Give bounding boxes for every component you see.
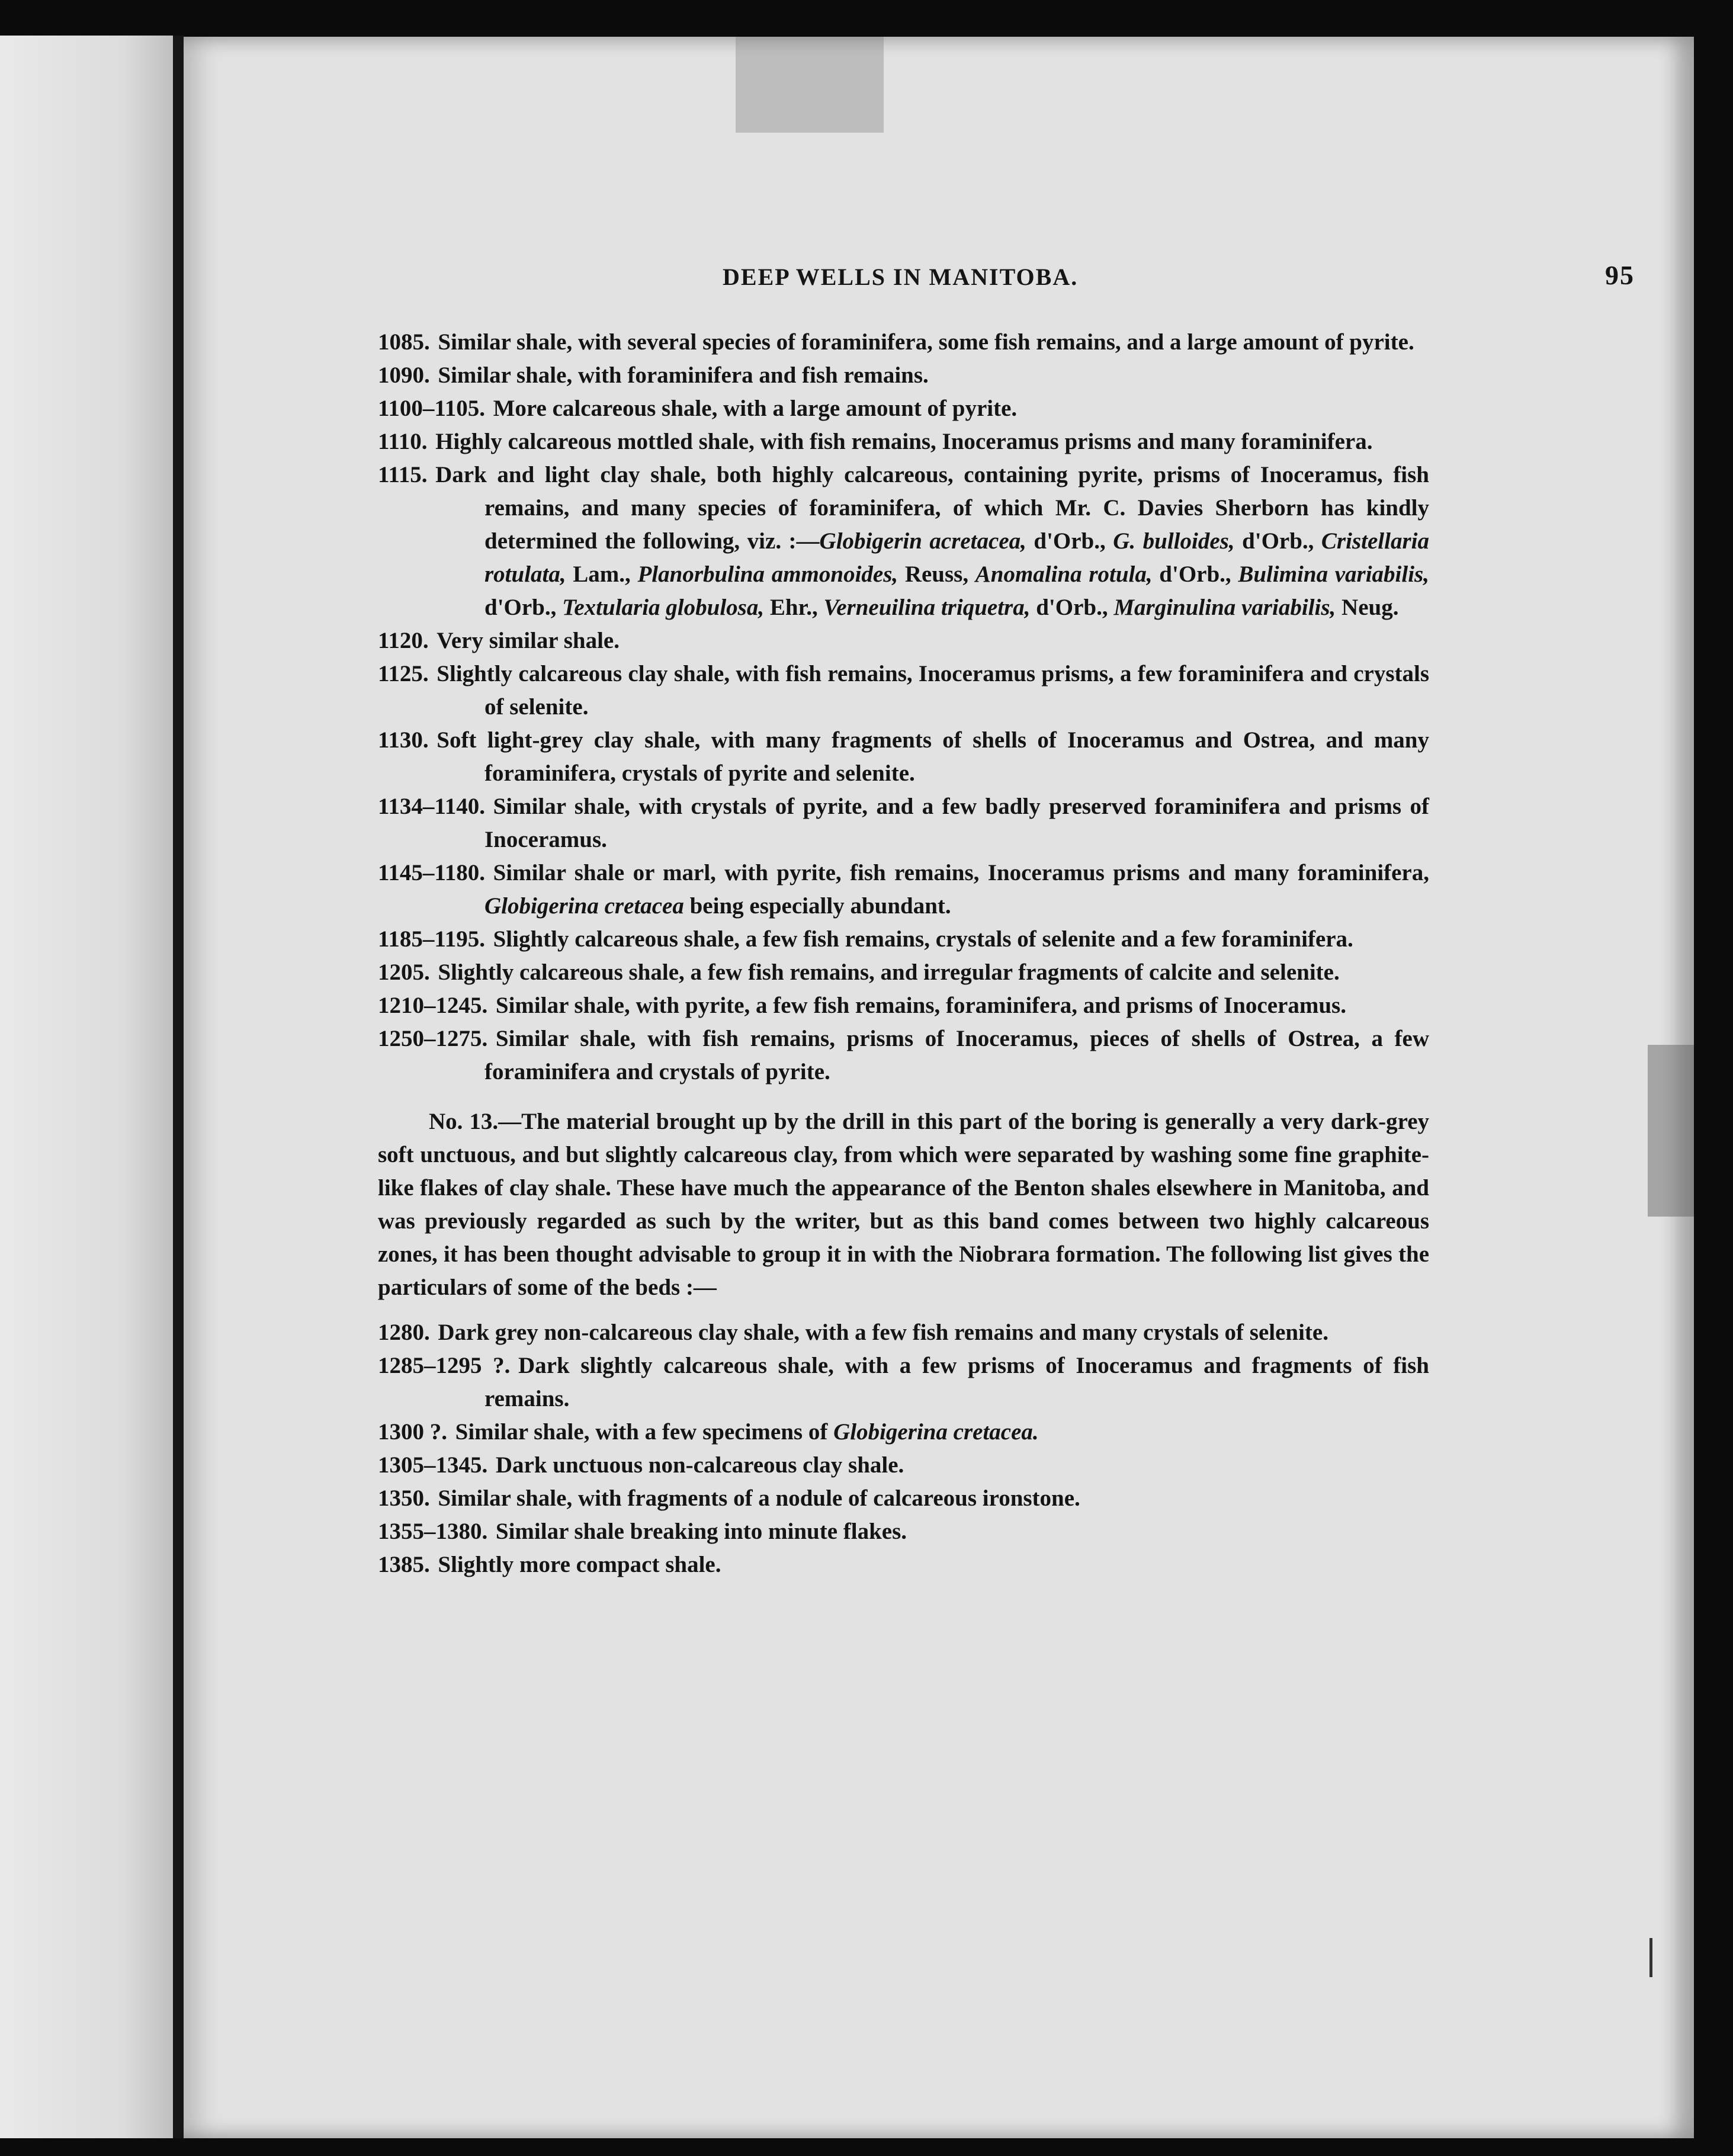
description-text: Ehr., bbox=[764, 595, 824, 620]
bed-list-lower bbox=[378, 1316, 1429, 1581]
bed-entry bbox=[378, 1515, 1429, 1548]
description-text: Slightly calcareous clay shale, with fish remains, Inoceramus prisms, a few foraminifera and crystals of selenite. bbox=[437, 661, 1429, 720]
bed-entry bbox=[378, 1349, 1429, 1416]
species-name: Globigerin acretacea, bbox=[819, 528, 1026, 554]
species-name: G. bulloides, bbox=[1113, 528, 1235, 554]
species-name: Marginulina variabilis, bbox=[1113, 595, 1336, 620]
species-name: Cristellaria rotulata, bbox=[484, 528, 1429, 587]
description-text: being especially abundant. bbox=[683, 893, 951, 919]
depth-label: 1100–1105. bbox=[378, 396, 485, 421]
bed-entry bbox=[378, 624, 1429, 657]
bed-entry bbox=[378, 425, 1429, 458]
species-name: Globigerina cretacea. bbox=[833, 1419, 1039, 1445]
description-text: Slightly calcareous shale, a few fish remains, crystals of selenite and a few foraminifera. bbox=[493, 926, 1353, 952]
bed-entry bbox=[378, 1022, 1429, 1089]
description-text: Similar shale breaking into minute flakes. bbox=[495, 1519, 907, 1544]
bed-entry bbox=[378, 856, 1429, 923]
depth-label: 1250–1275. bbox=[378, 1026, 488, 1051]
description-text: Similar shale, with several species of foraminifera, some fish remains, and a large amount of pyrite. bbox=[438, 329, 1414, 355]
description-text: Slightly more compact shale. bbox=[438, 1552, 721, 1577]
bed-entry bbox=[378, 458, 1429, 624]
page-edge-mark bbox=[1648, 1045, 1694, 1217]
bed-list-upper bbox=[378, 326, 1429, 1089]
description-text: Neug. bbox=[1336, 595, 1399, 620]
bed-entry bbox=[378, 790, 1429, 856]
description-text: Highly calcareous mottled shale, with fish remains, Inoceramus prisms and many foraminifera. bbox=[435, 429, 1373, 454]
description-text: d'Orb., bbox=[1234, 528, 1321, 554]
description-text: Soft light-grey clay shale, with many fragments of shells of Inoceramus and Ostrea, and many foraminifera, crystals of pyrite and selenite. bbox=[437, 727, 1429, 786]
depth-label: 1125. bbox=[378, 661, 429, 686]
library-stamp-mark bbox=[736, 37, 884, 133]
bed-entry bbox=[378, 1316, 1429, 1349]
description-text: Slightly calcareous shale, a few fish remains, and irregular fragments of calcite and selenite. bbox=[438, 960, 1340, 985]
bed-entry bbox=[378, 392, 1429, 425]
page-number: 95 bbox=[1605, 260, 1635, 290]
depth-label: 1115. bbox=[378, 462, 428, 487]
species-name: Bulimina variabilis, bbox=[1238, 562, 1429, 587]
running-head bbox=[184, 259, 1635, 295]
description-text: Similar shale, with foraminifera and fish remains. bbox=[438, 362, 929, 388]
depth-label: 1120. bbox=[378, 628, 429, 653]
depth-label: 1085. bbox=[378, 329, 430, 355]
description-text: Similar shale or marl, with pyrite, fish remains, Inoceramus prisms and many foraminifera, bbox=[493, 860, 1429, 886]
depth-label: 1385. bbox=[378, 1552, 430, 1577]
running-title: DEEP WELLS IN MANITOBA. bbox=[723, 264, 1079, 290]
species-name: Planorbulina ammonoides, bbox=[637, 562, 898, 587]
bed-entry bbox=[378, 657, 1429, 724]
species-name: Anomalina rotula, bbox=[975, 562, 1153, 587]
description-text: d'Orb., bbox=[1030, 595, 1114, 620]
depth-label: 1134–1140. bbox=[378, 794, 485, 819]
bed-entry bbox=[378, 724, 1429, 790]
bed-entry bbox=[378, 1416, 1429, 1449]
bed-entry bbox=[378, 326, 1429, 359]
bed-entry bbox=[378, 359, 1429, 392]
depth-label: 1210–1245. bbox=[378, 993, 488, 1018]
description-text: Similar shale, with fragments of a nodule of calcareous ironstone. bbox=[438, 1486, 1080, 1511]
description-text: Very similar shale. bbox=[437, 628, 620, 653]
bed-entry bbox=[378, 923, 1429, 956]
description-text: Dark unctuous non-calcareous clay shale. bbox=[495, 1452, 904, 1478]
description-text: Reuss, bbox=[898, 562, 975, 587]
facing-page-edge bbox=[0, 36, 178, 2138]
scan-mark bbox=[1649, 1938, 1652, 1977]
bed-entry bbox=[378, 1482, 1429, 1515]
depth-label: 1130. bbox=[378, 727, 429, 753]
species-name: Globigerina cretacea bbox=[484, 893, 684, 919]
description-text: Similar shale, with a few specimens of bbox=[455, 1419, 834, 1445]
depth-label: 1355–1380. bbox=[378, 1519, 488, 1544]
body-paragraph: No. 13.—The material brought up by the drill in this part of the boring is generally a very dark-grey soft unctuous, and but slightly calcareous clay, from which were separated by washing some fine graphite-like flakes of clay shale. These have much the appearance of the Benton shales elsewhere in Manitoba, and was previously regarded as such by the writer, but as this band comes between two highly calcareous zones, it has been thought advisable to group it in with the Niobrara formation. The following list gives the particulars of some of the beds :— bbox=[378, 1109, 1429, 1300]
bed-entry bbox=[378, 1449, 1429, 1482]
description-text: d'Orb., bbox=[1026, 528, 1113, 554]
bed-entry bbox=[378, 989, 1429, 1022]
depth-label: 1090. bbox=[378, 362, 430, 388]
species-name: Verneuilina triquetra, bbox=[823, 595, 1031, 620]
species-name: Textularia globulosa, bbox=[562, 595, 765, 620]
description-text: d'Orb., bbox=[484, 595, 563, 620]
description-text: Dark slightly calcareous shale, with a few prisms of Inoceramus and fragments of fish remains. bbox=[484, 1353, 1429, 1411]
depth-label: 1300 ?. bbox=[378, 1419, 447, 1445]
depth-label: 1110. bbox=[378, 429, 428, 454]
description-text: Similar shale, with pyrite, a few fish remains, foraminifera, and prisms of Inoceramus. bbox=[495, 993, 1346, 1018]
description-text: Similar shale, with fish remains, prisms of Inoceramus, pieces of shells of Ostrea, a few foraminifera and crystals of pyrite. bbox=[484, 1026, 1429, 1085]
depth-label: 1280. bbox=[378, 1320, 430, 1345]
description-text: d'Orb., bbox=[1152, 562, 1238, 587]
page bbox=[184, 37, 1694, 2138]
depth-label: 1350. bbox=[378, 1486, 430, 1511]
description-text: Lam., bbox=[566, 562, 638, 587]
bed-entry bbox=[378, 956, 1429, 989]
description-text: More calcareous shale, with a large amount of pyrite. bbox=[493, 396, 1018, 421]
bed-entry bbox=[378, 1548, 1429, 1581]
description-text: Dark grey non-calcareous clay shale, with a few fish remains and many crystals of selenite. bbox=[438, 1320, 1328, 1345]
depth-label: 1205. bbox=[378, 960, 430, 985]
description-text: Similar shale, with crystals of pyrite, and a few badly preserved foraminifera and prisms of Inoceramus. bbox=[484, 794, 1429, 852]
depth-label: 1145–1180. bbox=[378, 860, 485, 886]
book-gutter bbox=[173, 36, 184, 2138]
depth-label: 1285–1295 ?. bbox=[378, 1353, 511, 1378]
depth-label: 1185–1195. bbox=[378, 926, 485, 952]
description-text: Dark and light clay shale, both highly calcareous, containing pyrite, prisms of Inoceramus, fish remains, and many species of foraminifera, of which Mr. C. Davies Sherborn has kindly determined the following, viz. :— bbox=[435, 462, 1429, 554]
depth-label: 1305–1345. bbox=[378, 1452, 488, 1478]
page-content bbox=[378, 326, 1429, 1581]
